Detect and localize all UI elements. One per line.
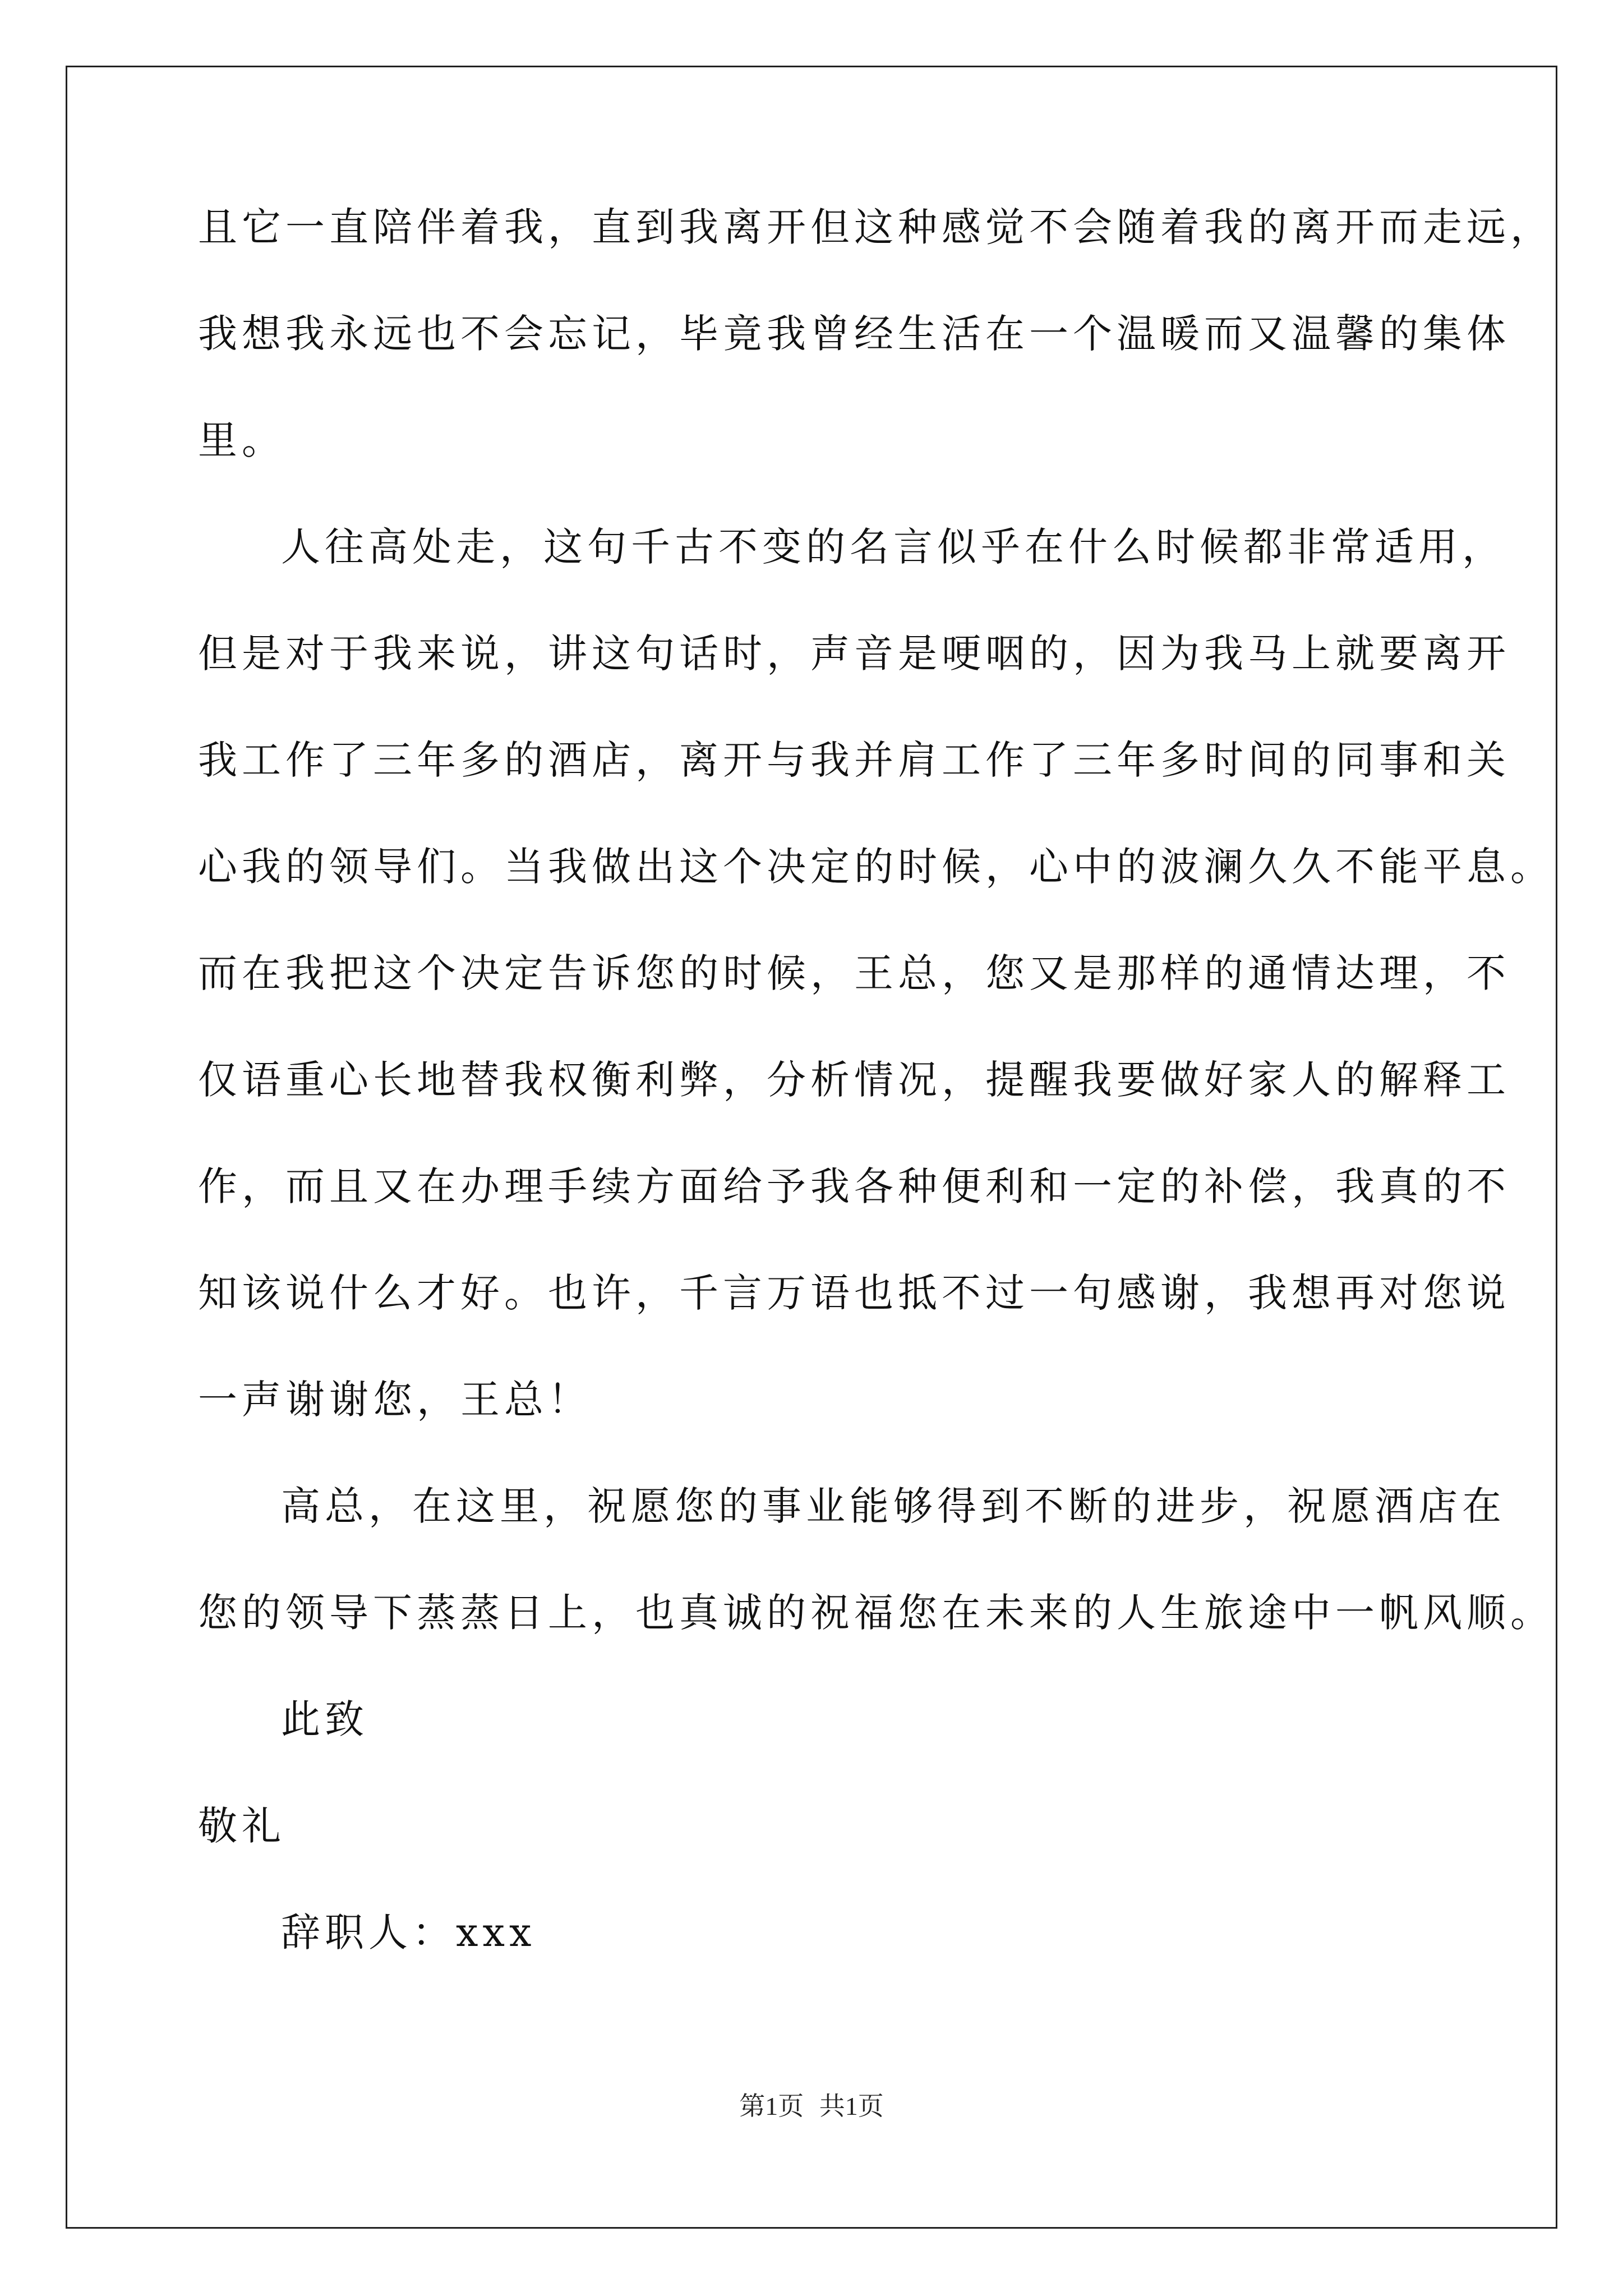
text-line: 但是对于我来说，讲这句话时，声音是哽咽的，因为我马上就要离开	[198, 631, 1510, 677]
text-line: 仅语重心长地替我权衡利弊，分析情况，提醒我要做好家人的解释工	[198, 1057, 1510, 1103]
signature-line: 辞职人：xxx	[281, 1910, 536, 1955]
paragraph-start-line: 人往高处走，这句千古不变的名言似乎在什么时候都非常适用，	[281, 524, 1506, 570]
text-line: 我想我永远也不会忘记，毕竟我曾经生活在一个温暖而又温馨的集体	[198, 311, 1510, 357]
text-line: 您的领导下蒸蒸日上，也真诚的祝福您在未来的人生旅途中一帆风顺。	[198, 1590, 1554, 1636]
closing-salutation: 此致	[281, 1696, 368, 1742]
text-line: 作，而且又在办理手续方面给予我各种便利和一定的补偿，我真的不	[198, 1163, 1510, 1209]
closing-respect: 敬礼	[198, 1803, 285, 1849]
text-line: 心我的领导们。当我做出这个决定的时候，心中的波澜久久不能平息。	[198, 844, 1554, 890]
paragraph-start-line: 高总，在这里，祝愿您的事业能够得到不断的进步，祝愿酒店在	[281, 1483, 1506, 1529]
text-line: 知该说什么才好。也许，千言万语也抵不过一句感谢，我想再对您说	[198, 1270, 1510, 1316]
text-line: 一声谢谢您，王总！	[198, 1377, 592, 1423]
text-line: 我工作了三年多的酒店，离开与我并肩工作了三年多时间的同事和关	[198, 737, 1510, 783]
text-line: 而在我把这个决定告诉您的时候，王总，您又是那样的通情达理，不	[198, 950, 1510, 996]
text-line: 且它一直陪伴着我，直到我离开但这种感觉不会随着我的离开而走远，	[198, 204, 1554, 250]
letter-body	[198, 204, 1554, 2019]
text-line: 里。	[198, 417, 285, 463]
page-footer	[0, 2086, 1623, 2123]
page-total: 共1页	[819, 2092, 884, 2120]
page-number: 第1页	[739, 2092, 804, 2120]
